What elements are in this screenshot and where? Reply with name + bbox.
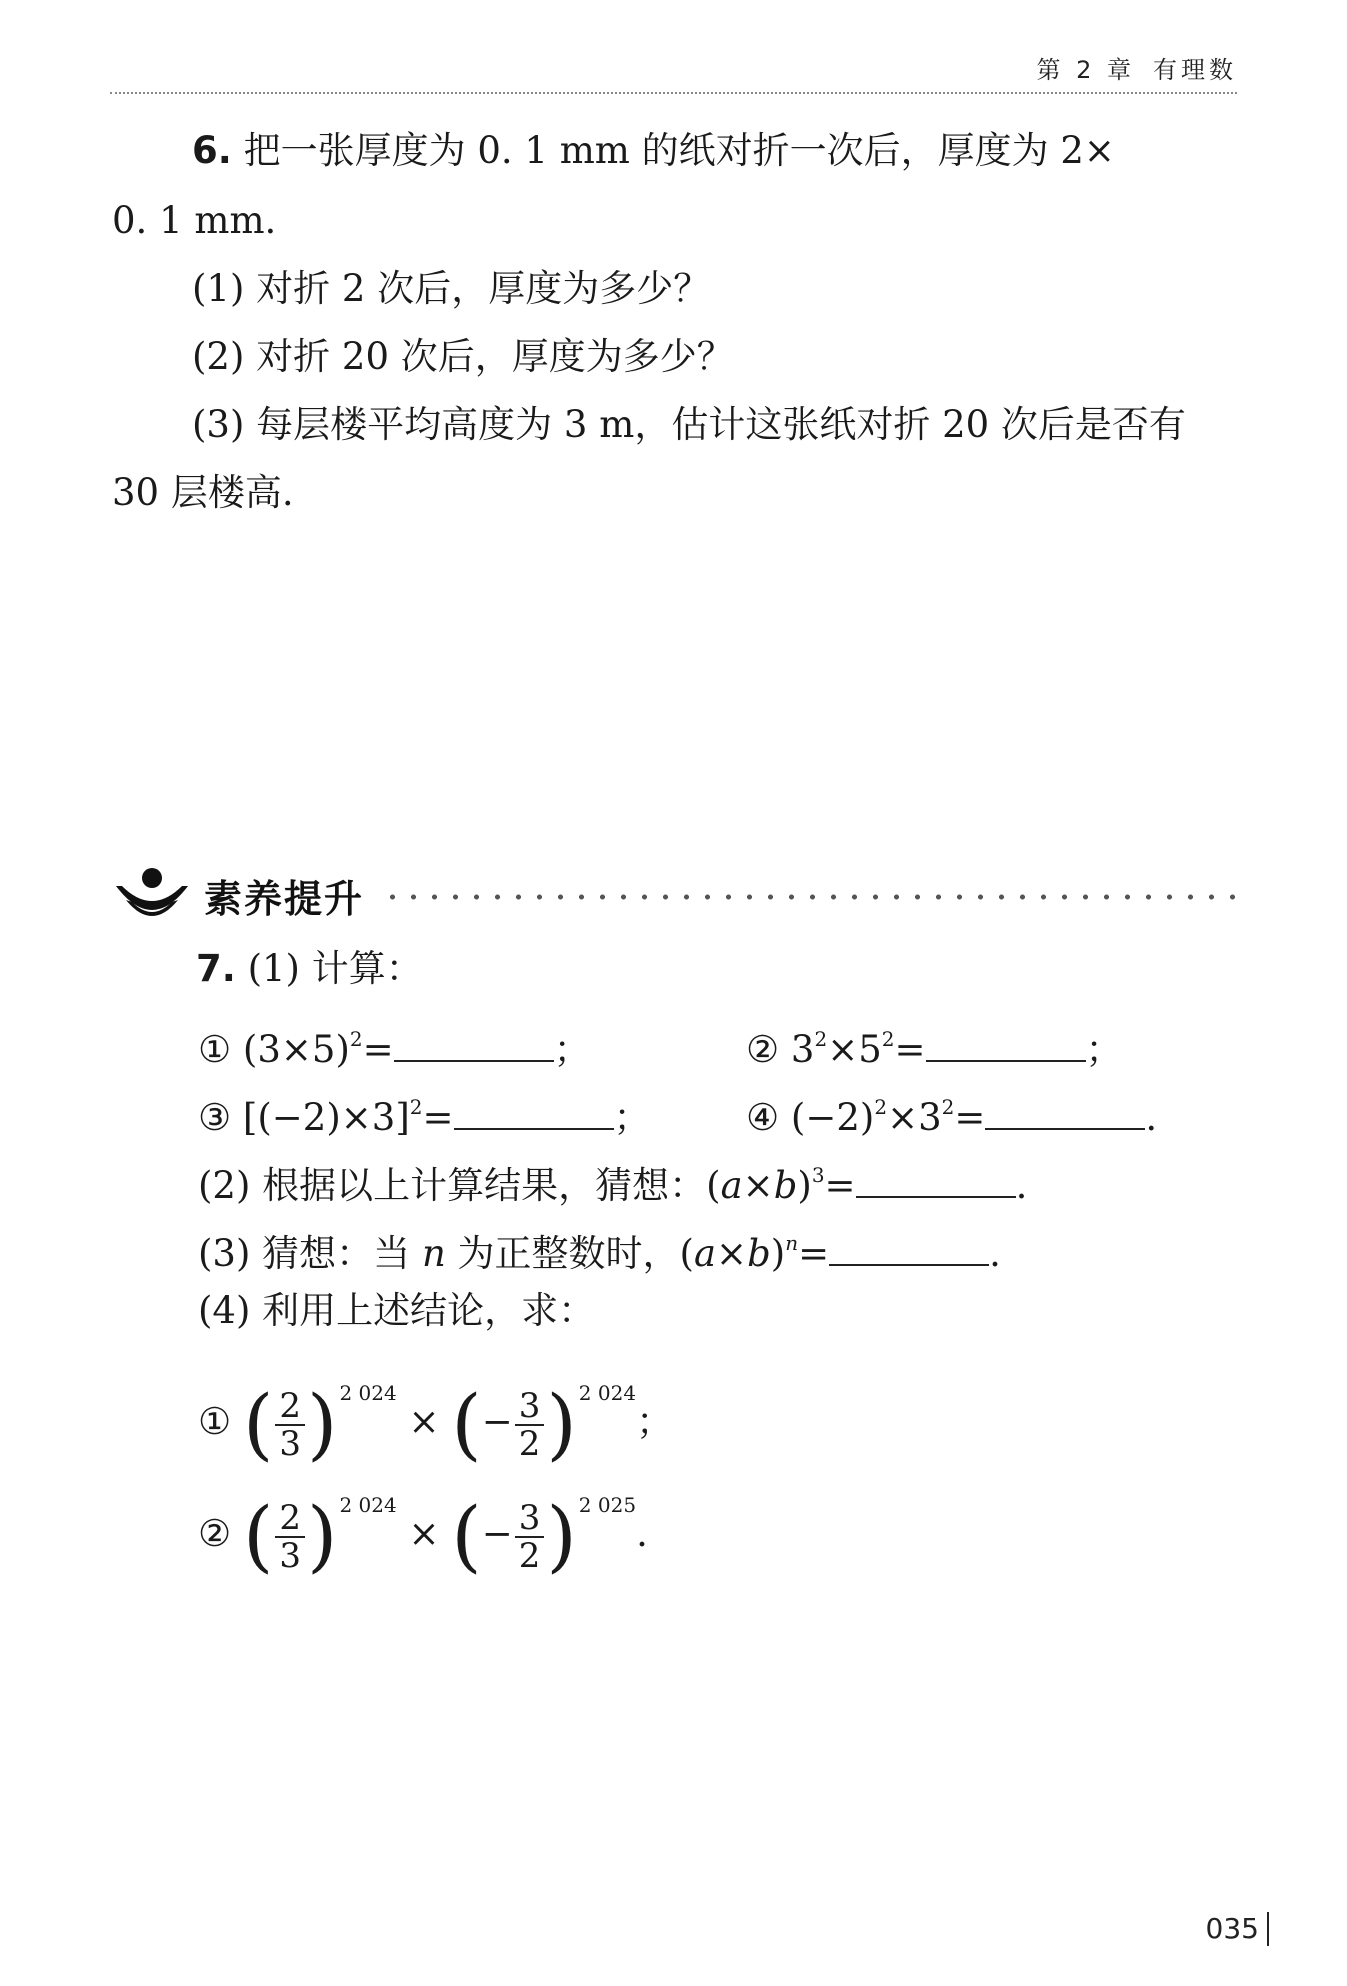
- answer-blank-5[interactable]: [856, 1166, 1016, 1198]
- calc2-exponent-2: 2: [881, 1027, 895, 1051]
- q7-calc2: [746, 1016, 1123, 1073]
- left-paren: (: [242, 1491, 274, 1582]
- answer-blank-1[interactable]: [394, 1030, 554, 1062]
- equals-sign: =: [894, 1028, 926, 1071]
- period: .: [1015, 1164, 1028, 1207]
- q7-part2: [198, 1152, 1027, 1209]
- q7-part1-label: (1) 计算：: [247, 947, 423, 990]
- period: .: [989, 1232, 1001, 1275]
- q6-part3-line1: (3) 每层楼平均高度为 3 m，估计这张纸对折 20 次后是否有: [192, 403, 1186, 446]
- calc2-expr-b: ×5: [827, 1028, 882, 1071]
- semicolon: ；: [553, 1028, 591, 1071]
- left-paren: (: [242, 1379, 274, 1470]
- semicolon: ；: [636, 1400, 674, 1443]
- answer-blank-4[interactable]: [985, 1098, 1145, 1130]
- q7-part4-label: (4) 利用上述结论，求：: [198, 1289, 596, 1332]
- exponent-2024: 2 024: [339, 1381, 397, 1405]
- equals-sign: =: [362, 1028, 394, 1071]
- right-paren: ): [307, 1379, 338, 1470]
- left-paren: (: [451, 1379, 482, 1470]
- q6-text-line1: 把一张厚度为 0. 1 mm 的纸对折一次后，厚度为 2×: [243, 129, 1115, 172]
- chapter-number: 第 2 章: [1036, 56, 1135, 84]
- denominator: 2: [518, 1423, 541, 1464]
- numerator: 3: [515, 1500, 545, 1538]
- part3-exponent: n: [785, 1231, 799, 1255]
- answer-blank-6[interactable]: [829, 1234, 989, 1266]
- q7-expression-2: [198, 1460, 648, 1582]
- part3-text: (3) 猜想：当: [198, 1232, 422, 1275]
- denominator: 3: [279, 1535, 302, 1576]
- times-sign: ×: [716, 1232, 748, 1275]
- period: .: [1145, 1096, 1158, 1139]
- right-paren: ): [546, 1491, 577, 1582]
- var-b: b: [747, 1232, 771, 1275]
- semicolon: ；: [1085, 1028, 1123, 1071]
- times-sign: ×: [408, 1512, 440, 1555]
- calc2-exponent-1: 2: [814, 1027, 828, 1051]
- calc4-exponent-1: 2: [874, 1095, 888, 1119]
- fraction-3-2: [515, 1497, 545, 1576]
- exponent-2024: 2 024: [578, 1381, 637, 1405]
- section-title: 素养提升: [204, 877, 365, 921]
- circled-two: ②: [198, 1512, 232, 1555]
- chapter-heading: [1018, 50, 1237, 85]
- fraction-2-3: [275, 1385, 305, 1464]
- page-header: [110, 46, 1237, 94]
- q6-part2: (2) 对折 20 次后，厚度为多少？: [192, 335, 734, 378]
- close-paren: ): [797, 1164, 812, 1207]
- q7-calc4: [746, 1084, 1157, 1141]
- section-banner: [112, 862, 1250, 926]
- q6-line2: 0. 1 mm.: [112, 199, 277, 242]
- q7-calc3: [198, 1084, 651, 1141]
- numerator: 2: [275, 1388, 305, 1426]
- semicolon: ；: [613, 1096, 651, 1139]
- var-b: b: [773, 1164, 798, 1207]
- q7-number: 7.: [196, 947, 236, 990]
- equals-sign: =: [422, 1096, 454, 1139]
- smile-logo-icon: [112, 864, 192, 924]
- calc4-expr-b: ×3: [887, 1096, 942, 1139]
- period: .: [636, 1512, 648, 1555]
- calc1-exponent: 2: [349, 1027, 363, 1051]
- numerator: 3: [515, 1388, 545, 1426]
- q7-line1: [196, 946, 423, 992]
- fraction-3-2: [515, 1385, 545, 1464]
- q6-part3-line2: 30 层楼高.: [112, 471, 294, 514]
- q6-part1: (1) 对折 2 次后，厚度为多少？: [192, 267, 711, 310]
- close-paren: ): [770, 1232, 786, 1275]
- calc4-exponent-2: 2: [941, 1095, 955, 1119]
- right-paren: ): [307, 1491, 338, 1582]
- times-sign: ×: [742, 1164, 774, 1207]
- circled-one: ①: [198, 1400, 232, 1443]
- var-a: a: [720, 1164, 743, 1207]
- times-sign: ×: [408, 1400, 440, 1443]
- calc3-exponent: 2: [409, 1095, 423, 1119]
- part2-exponent: 3: [811, 1163, 825, 1187]
- var-n: n: [421, 1232, 446, 1275]
- denominator: 2: [518, 1535, 541, 1576]
- minus-sign: −: [481, 1400, 513, 1443]
- q6-number: 6.: [192, 129, 232, 172]
- q7-part3: [198, 1220, 1001, 1277]
- exponent-2025: 2 025: [578, 1493, 637, 1517]
- answer-blank-3[interactable]: [454, 1098, 614, 1130]
- q6-line1: [192, 128, 1115, 174]
- equals-sign: =: [954, 1096, 986, 1139]
- right-paren: ): [546, 1379, 577, 1470]
- minus-sign: −: [481, 1512, 513, 1555]
- denominator: 3: [279, 1423, 302, 1464]
- dotted-divider: [382, 894, 1250, 900]
- calc2-expr-a: ② 3: [746, 1028, 815, 1071]
- page-number: 035: [1206, 1912, 1269, 1946]
- left-paren: (: [451, 1491, 482, 1582]
- calc3-expr: ③ [(−2)×3]: [198, 1096, 410, 1139]
- var-a: a: [693, 1232, 717, 1275]
- equals-sign: =: [824, 1164, 856, 1207]
- numerator: 2: [275, 1500, 305, 1538]
- calc1-expr: ① (3×5): [198, 1028, 350, 1071]
- part3-text-2: 为正整数时，(: [445, 1232, 694, 1275]
- calc4-expr-a: ④ (−2): [746, 1096, 875, 1139]
- exponent-2024: 2 024: [339, 1493, 397, 1517]
- fraction-2-3: [275, 1497, 305, 1576]
- q7-calc1: [198, 1016, 591, 1073]
- chapter-title: 有理数: [1153, 56, 1237, 84]
- part2-text: (2) 根据以上计算结果，猜想：(: [198, 1164, 721, 1207]
- equals-sign: =: [798, 1232, 830, 1275]
- answer-blank-2[interactable]: [926, 1030, 1086, 1062]
- q7-expression-1: [198, 1348, 674, 1470]
